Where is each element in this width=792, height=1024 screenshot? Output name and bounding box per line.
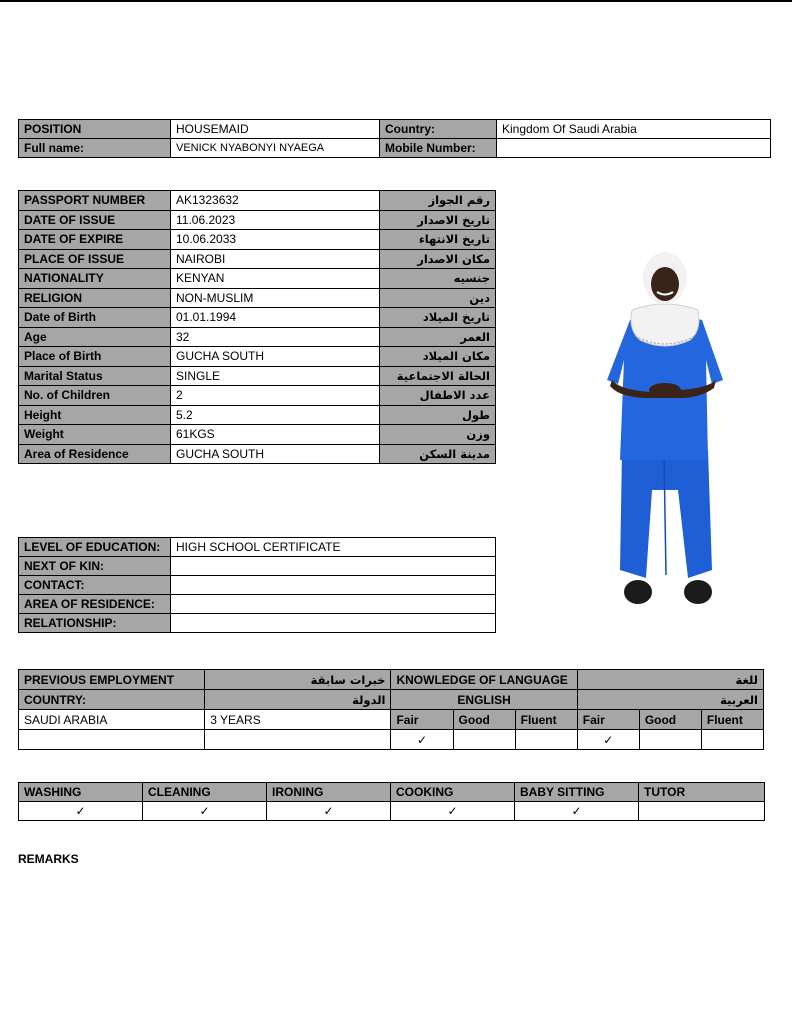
arabic-language-label: العربية <box>577 690 763 710</box>
table-row <box>19 191 496 211</box>
detail-value: KENYAN <box>171 269 380 289</box>
mobile-label: Mobile Number: <box>380 139 497 158</box>
detail-value: 01.01.1994 <box>171 308 380 328</box>
table-row <box>19 405 496 425</box>
table-row <box>19 670 764 690</box>
detail-arabic-label: عدد الاطفال <box>380 386 496 406</box>
detail-arabic-label: العمر <box>380 327 496 347</box>
employment-duration-value: 3 YEARS <box>205 710 391 730</box>
table-row <box>19 347 496 367</box>
arabic-fluent-label: Fluent <box>701 710 763 730</box>
education-value: HIGH SCHOOL CERTIFICATE <box>171 538 496 557</box>
employment-country-value: SAUDI ARABIA <box>19 710 205 730</box>
fullname-value: VENICK NYABONYI NYAEGA <box>171 139 380 158</box>
skill-washing-label: WASHING <box>19 783 143 802</box>
top-border-line <box>0 0 792 2</box>
detail-arabic-label: تاريخ الانتهاء <box>380 230 496 250</box>
detail-arabic-label: تاريخ الميلاد <box>380 308 496 328</box>
employment-empty-cell <box>205 730 391 750</box>
detail-label: Date of Birth <box>19 308 171 328</box>
skill-cooking-label: COOKING <box>391 783 515 802</box>
detail-arabic-label: تاريخ الاصدار <box>380 210 496 230</box>
table-row <box>19 576 496 595</box>
detail-label: DATE OF EXPIRE <box>19 230 171 250</box>
arabic-fluent-check <box>701 730 763 750</box>
previous-employment-arabic: خبرات سابقة <box>205 670 391 690</box>
detail-label: PLACE OF ISSUE <box>19 249 171 269</box>
table-row <box>19 538 496 557</box>
english-fair-label: Fair <box>391 710 453 730</box>
table-row <box>19 614 496 633</box>
table-row <box>19 210 496 230</box>
detail-value: AK1323632 <box>171 191 380 211</box>
country-value: Kingdom Of Saudi Arabia <box>497 120 771 139</box>
detail-arabic-label: وزن <box>380 425 496 445</box>
arabic-good-check <box>639 730 701 750</box>
skill-washing-check: ✓ <box>19 802 143 821</box>
header-table <box>18 119 771 158</box>
detail-label: DATE OF ISSUE <box>19 210 171 230</box>
english-label: ENGLISH <box>391 690 577 710</box>
education-value <box>171 614 496 633</box>
education-label: NEXT OF KIN: <box>19 557 171 576</box>
education-label: CONTACT: <box>19 576 171 595</box>
detail-value: SINGLE <box>171 366 380 386</box>
arabic-fair-label: Fair <box>577 710 639 730</box>
table-row <box>19 386 496 406</box>
detail-value: 61KGS <box>171 425 380 445</box>
detail-arabic-label: طول <box>380 405 496 425</box>
table-row <box>19 710 764 730</box>
table-row <box>19 557 496 576</box>
detail-label: Age <box>19 327 171 347</box>
detail-label: No. of Children <box>19 386 171 406</box>
skill-ironing-check: ✓ <box>267 802 391 821</box>
skill-tutor-check <box>639 802 765 821</box>
education-value <box>171 595 496 614</box>
education-table <box>18 537 496 633</box>
arabic-fair-check: ✓ <box>577 730 639 750</box>
employment-empty-cell <box>19 730 205 750</box>
country-column-arabic: الدولة <box>205 690 391 710</box>
detail-label: NATIONALITY <box>19 269 171 289</box>
fullname-label: Full name: <box>19 139 171 158</box>
table-row <box>19 269 496 289</box>
table-row <box>19 444 496 464</box>
table-row <box>19 783 765 802</box>
table-row <box>19 595 496 614</box>
table-row <box>19 249 496 269</box>
detail-value: NAIROBI <box>171 249 380 269</box>
detail-label: Height <box>19 405 171 425</box>
education-label: AREA OF RESIDENCE: <box>19 595 171 614</box>
candidate-photo <box>590 240 740 625</box>
detail-arabic-label: دين <box>380 288 496 308</box>
education-value <box>171 576 496 595</box>
personal-details-table <box>18 190 496 464</box>
skill-ironing-label: IRONING <box>267 783 391 802</box>
table-row <box>19 327 496 347</box>
previous-employment-label: PREVIOUS EMPLOYMENT <box>19 670 205 690</box>
skill-cleaning-label: CLEANING <box>143 783 267 802</box>
table-row <box>19 230 496 250</box>
english-fluent-label: Fluent <box>515 710 577 730</box>
education-value <box>171 557 496 576</box>
position-label: POSITION <box>19 120 171 139</box>
table-row <box>19 366 496 386</box>
detail-label: Marital Status <box>19 366 171 386</box>
skill-baby-sitting-label: BABY SITTING <box>515 783 639 802</box>
table-row <box>19 288 496 308</box>
table-row <box>19 425 496 445</box>
table-row <box>19 308 496 328</box>
table-row <box>19 690 764 710</box>
position-value: HOUSEMAID <box>171 120 380 139</box>
country-column-label: COUNTRY: <box>19 690 205 710</box>
detail-value: GUCHA SOUTH <box>171 347 380 367</box>
detail-arabic-label: مكان الميلاد <box>380 347 496 367</box>
table-row <box>19 802 765 821</box>
detail-arabic-label: الحالة الاجتماعية <box>380 366 496 386</box>
mobile-value <box>497 139 771 158</box>
detail-arabic-label: مدينة السكن <box>380 444 496 464</box>
detail-value: NON-MUSLIM <box>171 288 380 308</box>
arabic-good-label: Good <box>639 710 701 730</box>
english-fluent-check <box>515 730 577 750</box>
english-good-check <box>453 730 515 750</box>
skill-cooking-check: ✓ <box>391 802 515 821</box>
skill-baby-sitting-check: ✓ <box>515 802 639 821</box>
skill-cleaning-check: ✓ <box>143 802 267 821</box>
skills-table <box>18 782 765 821</box>
detail-value: 32 <box>171 327 380 347</box>
remarks-label: REMARKS <box>18 852 79 866</box>
language-knowledge-label: KNOWLEDGE OF LANGUAGE <box>391 670 577 690</box>
detail-label: PASSPORT NUMBER <box>19 191 171 211</box>
detail-arabic-label: مكان الاصدار <box>380 249 496 269</box>
detail-label: Area of Residence <box>19 444 171 464</box>
education-label: RELATIONSHIP: <box>19 614 171 633</box>
detail-value: 5.2 <box>171 405 380 425</box>
detail-value: 2 <box>171 386 380 406</box>
table-row <box>19 139 771 158</box>
detail-arabic-label: جنسيه <box>380 269 496 289</box>
table-row <box>19 730 764 750</box>
detail-value: 11.06.2023 <box>171 210 380 230</box>
employment-language-table <box>18 669 764 750</box>
english-fair-check: ✓ <box>391 730 453 750</box>
detail-value: 10.06.2033 <box>171 230 380 250</box>
country-label: Country: <box>380 120 497 139</box>
english-good-label: Good <box>453 710 515 730</box>
detail-label: RELIGION <box>19 288 171 308</box>
table-row <box>19 120 771 139</box>
detail-label: Weight <box>19 425 171 445</box>
detail-value: GUCHA SOUTH <box>171 444 380 464</box>
skill-tutor-label: TUTOR <box>639 783 765 802</box>
detail-label: Place of Birth <box>19 347 171 367</box>
language-arabic-label: للغة <box>577 670 763 690</box>
education-label: LEVEL OF EDUCATION: <box>19 538 171 557</box>
detail-arabic-label: رقم الجواز <box>380 191 496 211</box>
